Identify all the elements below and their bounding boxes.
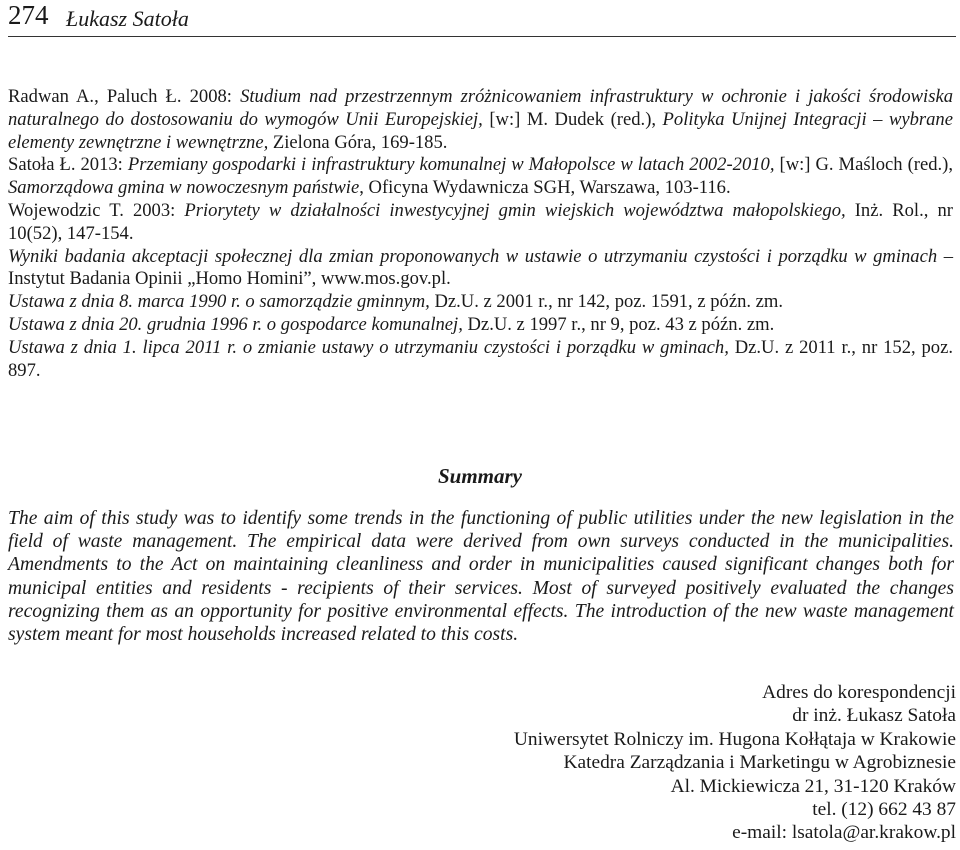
reference-entry: Ustawa z dnia 1. lipca 2011 r. o zmianie ustawy o utrzymaniu czystości i porządku w gminach, Dz.U. z 2011 r., nr 152, poz. 897. — [8, 336, 954, 381]
address-line: Al. Mickiewicza 21, 31-120 Kraków — [670, 775, 956, 797]
reference-entry: Radwan A., Paluch Ł. 2008: Studium nad przestrzennym zróżnicowaniem infrastruktury w ochronie i jakości środowiska naturalnego do dostosowaniu do wymogów Unii Europejskiej, [w:] M. Dudek (red.), Polityka Unijnej Integracji – wybrane elementy zewnętrzne i wewnętrzne, Zielona Góra, 169-185. — [8, 86, 953, 153]
reference-entry: Wyniki badania akceptacji społecznej dla zmian proponowanych w ustawie o utrzymaniu czystości i porządku w gminach – Instytut Badania Opinii „Homo Homini”, www.mos.gov.pl. — [8, 245, 954, 290]
page-number: 274 — [8, 0, 49, 30]
summary-heading: Summary — [437, 464, 523, 488]
email-line: e-mail: lsatola@ar.krakow.pl — [732, 822, 956, 844]
running-header — [8, 2, 956, 37]
references-list — [8, 86, 953, 382]
running-author: Łukasz Satoła — [66, 6, 189, 31]
reference-entry: Ustawa z dnia 20. grudnia 1996 r. o gospodarce komunalnej, Dz.U. z 1997 r., nr 9, poz. 43 z późn. zm. — [8, 313, 775, 335]
summary-text: The aim of this study was to identify some trends in the functioning of public utilities under the new legislation in the field of waste management. The empirical data were derived from own surveys conducted in the municipalities. Amendments to the Act on maintaining cleanliness and order in municipalities caused significant changes both for municipal entities and residents - recipients of their services. Most of surveyed positively evaluated the changes recognizing them as an opportunity for positive environmental effects. The introduction of the new waste management system meant for most households increased related to this costs. — [8, 508, 954, 646]
correspondence-address — [514, 681, 956, 845]
reference-entry: Wojewodzic T. 2003: Priorytety w działalności inwestycyjnej gmin wiejskich województwa małopolskiego, Inż. Rol., nr 10(52), 147-154. — [8, 199, 953, 244]
address-line: dr inż. Łukasz Satoła — [792, 705, 956, 727]
address-line: Uniwersytet Rolniczy im. Hugona Kołłątaja w Krakowie — [513, 728, 956, 750]
address-line: Katedra Zarządzania i Marketingu w Agrobiznesie — [563, 752, 956, 774]
address-line: tel. (12) 662 43 87 — [812, 799, 956, 821]
reference-entry: Satoła Ł. 2013: Przemiany gospodarki i infrastruktury komunalnej w Małopolsce w latach 2002-2010, [w:] G. Maśloch (red.), Samorządowa gmina w nowoczesnym państwie, Oficyna Wydawnicza SGH, Warszawa, 103-116. — [8, 154, 954, 199]
address-line: Adres do korespondencji — [762, 682, 956, 703]
reference-entry: Ustawa z dnia 8. marca 1990 r. o samorządzie gminnym, Dz.U. z 2001 r., nr 142, poz. 1591, z późn. zm. — [8, 291, 784, 313]
